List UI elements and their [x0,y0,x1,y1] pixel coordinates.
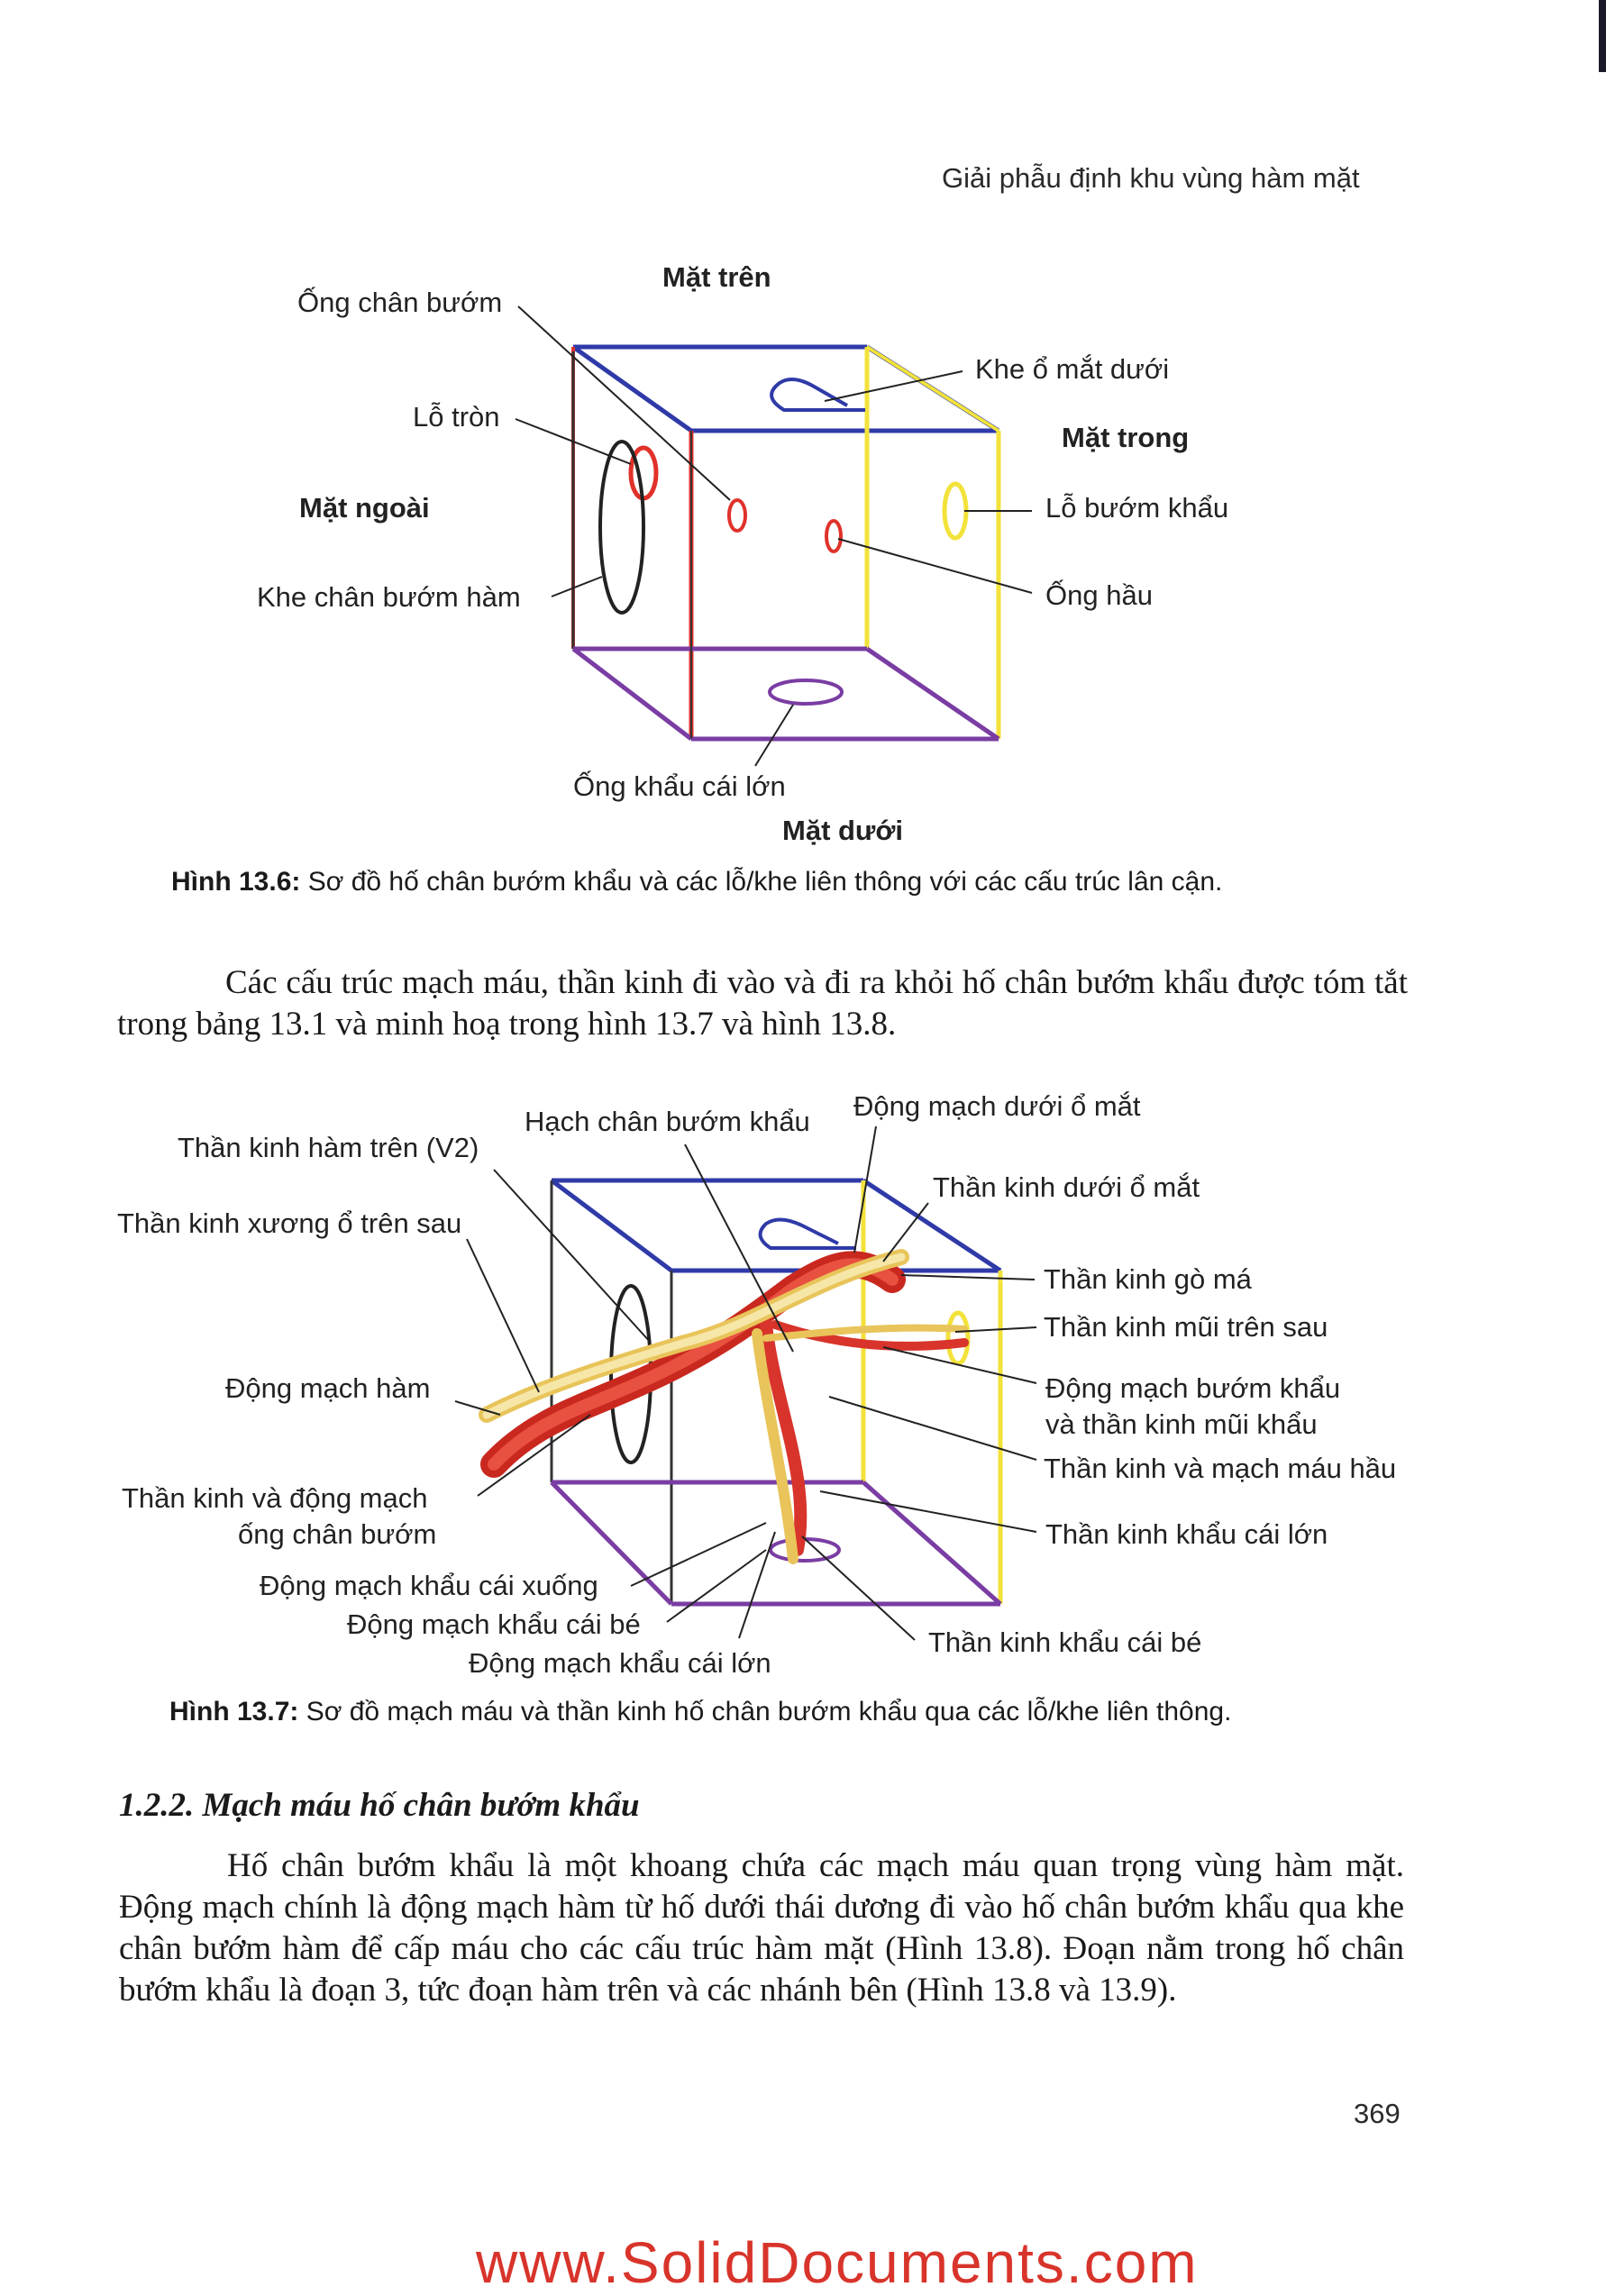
label-lesser-palatine-nerve: Thần kinh khẩu cái bé [928,1626,1202,1658]
label-infraorbital-nerve: Thần kinh dưới ổ mắt [933,1171,1200,1203]
label-pterygoid-canal-2: ống chân bướm [238,1518,437,1550]
caption-text: Sơ đồ hố chân bướm khẩu và các lỗ/khe liên thông với các cấu trúc lân cận. [300,867,1223,897]
label-pharyngeal-nerve-vessels: Thần kinh và mạch máu hầu [1044,1453,1397,1484]
figure-13-7-caption [169,1697,1231,1727]
label-pharyngeal-canal: Ống hầu [1045,579,1153,611]
label-greater-palatine-canal: Ống khẩu cái lớn [573,770,786,802]
label-sphenopalatine-artery-1: Động mạch bướm khẩu [1045,1372,1341,1404]
watermark: www.SolidDocuments.com [476,2230,1199,2295]
body-paragraph-2: Hố chân bướm khẩu là một khoang chứa các mạch máu quan trọng vùng hàm mặt. Động mạch chính là động mạch hàm từ hố dưới thái dương đi vào hố chân bướm khẩu qua khe chân bướm hàm để cấp máu cho các cấu trúc hàm mặt (Hình 13.8). Đoạn nằm trong hố chân bướm khẩu là đoạn 3, tức đoạn hàm trên và các nhánh bên (Hình 13.8 và 13.9). [119,1847,1404,2009]
label-greater-palatine-nerve: Thần kinh khẩu cái lớn [1045,1518,1328,1550]
label-pterygomaxillary-fissure: Khe chân bướm hàm [257,581,521,613]
caption-text: Sơ đồ mạch máu và thần kinh hố chân bướm khẩu qua các lỗ/khe liên thông. [298,1697,1232,1727]
scan-edge-mark [1599,0,1606,72]
label-foramen-rotundum: Lỗ tròn [413,401,500,433]
label-pterygopalatine-ganglion: Hạch chân bướm khẩu [525,1106,810,1137]
label-lesser-palatine-artery: Động mạch khẩu cái bé [347,1608,641,1640]
section-heading: 1.2.2. Mạch máu hố chân bướm khẩu [119,1787,640,1824]
label-descending-palatine-artery: Động mạch khẩu cái xuống [260,1570,598,1601]
running-header: Giải phẫu định khu vùng hàm mặt [942,162,1360,194]
label-maxillary-nerve: Thần kinh hàm trên (V2) [178,1132,479,1163]
label-greater-palatine-artery: Động mạch khẩu cái lớn [469,1647,771,1679]
label-sphenopalatine-foramen: Lỗ bướm khẩu [1045,492,1229,524]
label-inferior-orbital-fissure: Khe ổ mắt dưới [975,353,1170,385]
label-medial-face: Mặt trong [1062,422,1190,453]
page-number: 369 [1354,2098,1401,2129]
label-pterygoid-canal: Ống chân bướm [297,287,503,318]
label-zygomatic-nerve: Thần kinh gò má [1044,1263,1252,1295]
label-top-face: Mặt trên [662,261,771,293]
label-bottom-face: Mặt dưới [782,815,904,846]
caption-prefix: Hình 13.6: [171,867,301,897]
label-maxillary-artery: Động mạch hàm [225,1372,431,1404]
label-pterygoid-canal-1: Thần kinh và động mạch [122,1482,428,1514]
label-posterior-superior-alveolar-nerve: Thần kinh xương ổ trên sau [117,1207,462,1239]
label-lateral-face: Mặt ngoài [299,492,430,524]
caption-prefix: Hình 13.7: [169,1697,299,1727]
label-sphenopalatine-artery-2: và thần kinh mũi khẩu [1045,1408,1318,1440]
body-paragraph-1: Các cấu trúc mạch máu, thần kinh đi vào và đi ra khỏi hố chân bướm khẩu được tóm tắt trong bảng 13.1 và minh hoạ trong hình 13.7 và hình 13.8. [117,964,1408,1043]
label-posterior-superior-nasal-nerve: Thần kinh mũi trên sau [1044,1311,1328,1343]
label-infraorbital-artery: Động mạch dưới ổ mắt [853,1090,1141,1122]
